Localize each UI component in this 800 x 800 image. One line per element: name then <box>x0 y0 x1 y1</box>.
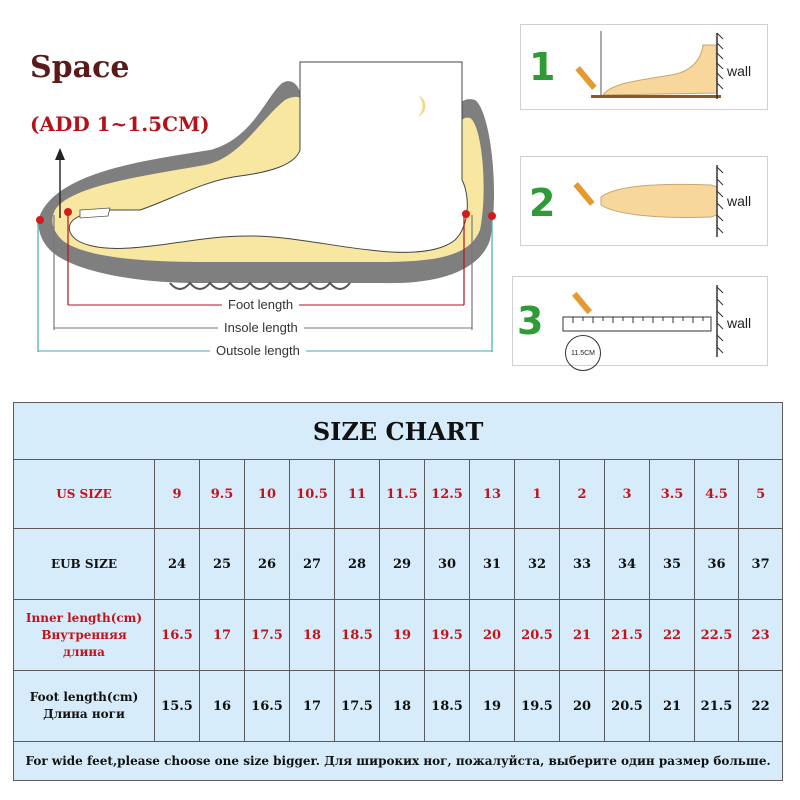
table-cell: 29 <box>380 529 425 600</box>
table-cell: 30 <box>425 529 470 600</box>
table-cell: 19.5 <box>425 600 470 671</box>
table-cell: 26 <box>245 529 290 600</box>
table-cell: 27 <box>290 529 335 600</box>
table-cell: 17 <box>290 671 335 742</box>
inner-length-header <box>14 600 155 671</box>
table-cell: 22 <box>650 600 695 671</box>
step-2-number: 2 <box>529 181 556 225</box>
table-cell: 4.5 <box>695 460 739 529</box>
foot-length-header <box>14 671 155 742</box>
table-cell: 19 <box>380 600 425 671</box>
table-cell: 16 <box>200 671 245 742</box>
inner-length-header-line: Inner length(cm) <box>25 610 143 625</box>
size-chart-table <box>13 402 783 781</box>
foot-length-header-line: Foot length(cm) <box>29 690 139 704</box>
eub-size-header: EUB SIZE <box>14 529 155 600</box>
step-1-panel <box>520 24 768 110</box>
table-cell: 12.5 <box>425 460 470 529</box>
table-cell: 19 <box>470 671 515 742</box>
table-cell: 18 <box>380 671 425 742</box>
table-cell: 13 <box>470 460 515 529</box>
table-cell: 24 <box>155 529 200 600</box>
table-cell: 16.5 <box>155 600 200 671</box>
outsole-length-label: Outsole length <box>210 343 306 358</box>
table-cell: 19.5 <box>515 671 560 742</box>
foot-length-label: Foot length <box>222 297 299 312</box>
table-cell: 18.5 <box>425 671 470 742</box>
table-cell: 17 <box>200 600 245 671</box>
table-cell: 21.5 <box>605 600 650 671</box>
table-cell: 3 <box>605 460 650 529</box>
table-cell: 20.5 <box>515 600 560 671</box>
table-cell: 21 <box>650 671 695 742</box>
table-cell: 17.5 <box>245 600 290 671</box>
inner-length-row <box>14 600 783 671</box>
table-cell: 28 <box>335 529 380 600</box>
step-2-panel <box>520 156 768 246</box>
table-cell: 2 <box>560 460 605 529</box>
eub-size-row <box>14 529 783 600</box>
table-cell: 11 <box>335 460 380 529</box>
table-cell: 21.5 <box>695 671 739 742</box>
table-cell: 32 <box>515 529 560 600</box>
table-cell: 35 <box>650 529 695 600</box>
size-chart <box>13 402 782 776</box>
table-cell: 18 <box>290 600 335 671</box>
table-cell: 21 <box>560 600 605 671</box>
table-cell: 5 <box>739 460 783 529</box>
wide-feet-note: For wide feet,please choose one size bigger. Для широких ног, пожалуйста, выберите один размер больше. <box>14 742 783 781</box>
step-1-wall-label: wall <box>727 63 752 79</box>
table-cell: 20 <box>470 600 515 671</box>
space-subtitle: (ADD 1~1.5CM) <box>30 112 210 136</box>
table-cell: 18.5 <box>335 600 380 671</box>
table-cell: 31 <box>470 529 515 600</box>
table-cell: 23 <box>739 600 783 671</box>
measure-badge: 11.5CM <box>565 335 601 371</box>
step-1-number: 1 <box>529 45 556 89</box>
table-cell: 3.5 <box>650 460 695 529</box>
table-cell: 22 <box>739 671 783 742</box>
table-cell: 10.5 <box>290 460 335 529</box>
us-size-header: US SIZE <box>14 460 155 529</box>
table-cell: 17.5 <box>335 671 380 742</box>
insole-length-label: Insole length <box>218 320 304 335</box>
table-cell: 9.5 <box>200 460 245 529</box>
table-cell: 20 <box>560 671 605 742</box>
foot-length-row <box>14 671 783 742</box>
table-cell: 34 <box>605 529 650 600</box>
table-cell: 1 <box>515 460 560 529</box>
foot-length-header-line: Длина ноги <box>43 707 125 721</box>
step-3-panel <box>512 276 768 366</box>
table-cell: 15.5 <box>155 671 200 742</box>
inner-length-header-line: длина <box>63 644 105 659</box>
step-3-number: 3 <box>517 299 544 343</box>
table-cell: 37 <box>739 529 783 600</box>
table-cell: 10 <box>245 460 290 529</box>
inner-length-header-line: Внутренняя <box>41 627 127 642</box>
space-title: Space <box>30 50 130 85</box>
size-chart-title: SIZE CHART <box>14 403 783 460</box>
step-3-wall-label: wall <box>727 315 752 331</box>
us-size-row <box>14 460 783 529</box>
table-cell: 25 <box>200 529 245 600</box>
table-cell: 20.5 <box>605 671 650 742</box>
table-cell: 16.5 <box>245 671 290 742</box>
table-cell: 11.5 <box>380 460 425 529</box>
table-cell: 22.5 <box>695 600 739 671</box>
table-cell: 33 <box>560 529 605 600</box>
step-2-wall-label: wall <box>727 193 752 209</box>
table-cell: 36 <box>695 529 739 600</box>
table-cell: 9 <box>155 460 200 529</box>
